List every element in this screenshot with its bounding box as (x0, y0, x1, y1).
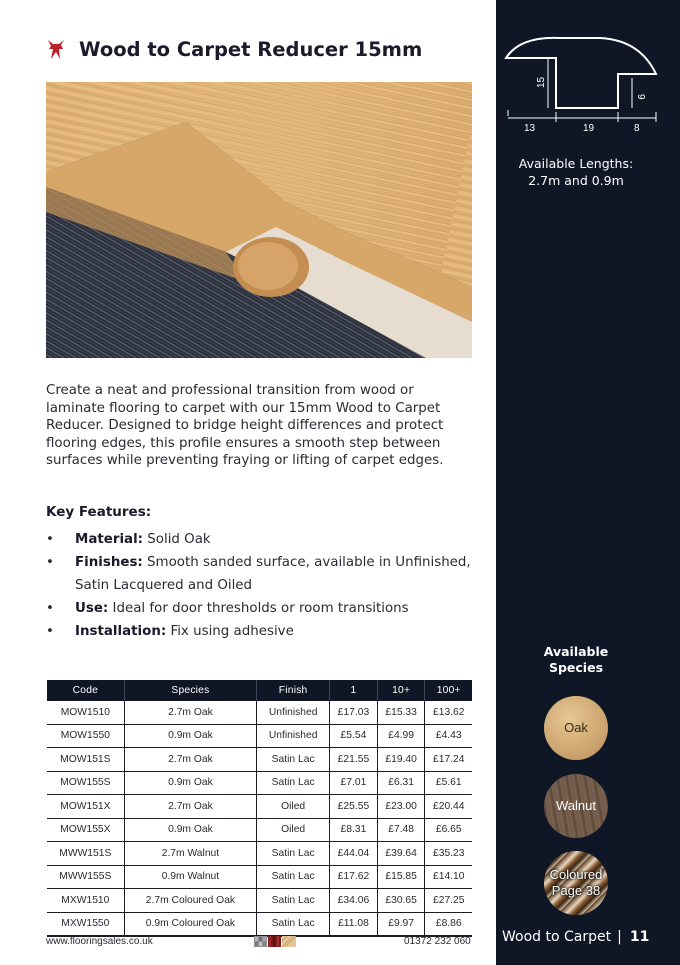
cell-price-10: £15.33 (377, 701, 425, 724)
table-row (47, 771, 472, 795)
cell-price-100: £13.62 (425, 701, 472, 724)
cell-price-1: £5.54 (330, 724, 378, 748)
dim-middle-label: 19 (583, 123, 595, 134)
cell-species: 2.7m Oak (124, 748, 257, 772)
cell-species: 0.9m Oak (124, 724, 257, 748)
table-row (47, 795, 472, 819)
cell-price-100: £4.43 (425, 724, 472, 748)
cell-price-1: £44.04 (330, 842, 378, 866)
profile-diagram (500, 30, 676, 140)
footer-section (502, 929, 649, 945)
feature-label: Installation: (75, 624, 167, 639)
available-species-label: Available Species (543, 644, 609, 675)
feature-text: Solid Oak (143, 532, 211, 547)
table-row (47, 842, 472, 866)
col-header-finish: Finish (257, 680, 330, 701)
species-oak-swatch (544, 696, 608, 760)
table-row (47, 818, 472, 842)
cell-price-100: £17.24 (425, 748, 472, 772)
cell-code: MOW1510 (47, 701, 124, 724)
table-row (47, 912, 472, 936)
cell-price-10: £9.97 (377, 912, 425, 936)
col-header-species: Species (124, 680, 257, 701)
cell-finish: Satin Lac (257, 889, 330, 913)
cell-code: MWW155S (47, 865, 124, 889)
feature-item (46, 597, 486, 620)
product-photo (46, 82, 472, 358)
bullet-icon: • (46, 624, 54, 639)
table-row (47, 748, 472, 772)
cell-price-1: £17.62 (330, 865, 378, 889)
feature-label: Finishes: (75, 555, 143, 570)
key-features-list (46, 528, 486, 643)
feature-text: Smooth sanded surface, available in Unfinished, Satin Lacquered and Oiled (75, 555, 471, 593)
dim-right-label: 8 (634, 123, 640, 134)
cell-finish: Satin Lac (257, 842, 330, 866)
species-coloured-swatch (544, 851, 608, 915)
cell-price-10: £6.31 (377, 771, 425, 795)
cell-price-100: £35.23 (425, 842, 472, 866)
cell-species: 0.9m Oak (124, 818, 257, 842)
page-number: 11 (629, 929, 650, 945)
cell-species: 0.9m Walnut (124, 865, 257, 889)
feature-label: Use: (75, 601, 109, 616)
available-lengths-title: Available Lengths: (518, 156, 634, 171)
cell-species: 2.7m Oak (124, 701, 257, 724)
bullet-icon: • (46, 532, 54, 547)
cell-price-100: £5.61 (425, 771, 472, 795)
key-features-heading: Key Features: (46, 504, 152, 520)
page-title: Wood to Carpet Reducer 15mm (79, 38, 423, 61)
cell-code: MOW151X (47, 795, 124, 819)
bullet-icon: • (46, 601, 54, 616)
cell-code: MOW1550 (47, 724, 124, 748)
cell-finish: Satin Lac (257, 865, 330, 889)
table-row (47, 724, 472, 748)
cell-species: 2.7m Coloured Oak (124, 889, 257, 913)
footer-section-name: Wood to Carpet (502, 929, 612, 945)
table-row (47, 701, 472, 724)
cell-code: MOW155S (47, 771, 124, 795)
cell-price-1: £7.01 (330, 771, 378, 795)
cell-price-100: £8.86 (425, 912, 472, 936)
dim-left-label: 13 (524, 123, 536, 134)
col-header-qty-10: 10+ (377, 680, 425, 701)
feature-item (46, 620, 486, 643)
bullet-icon: • (46, 555, 54, 570)
feature-item (46, 551, 486, 597)
cell-price-1: £34.06 (330, 889, 378, 913)
col-header-code: Code (47, 680, 124, 701)
cell-price-10: £30.65 (377, 889, 425, 913)
available-species-title (500, 644, 652, 676)
col-header-qty-1: 1 (330, 680, 378, 701)
price-table-header (47, 680, 472, 701)
product-description: Create a neat and professional transition from wood or laminate flooring to carpet with our 15mm Wood to Carpet Reducer. Designed to bridge height differences and protect flooring edges, this profile ensures a smooth step between surfaces while preventing fraying or lifting of carpet edges. (46, 383, 444, 469)
available-lengths-value: 2.7m and 0.9m (528, 173, 624, 188)
cell-species: 2.7m Oak (124, 795, 257, 819)
species-label: Oak (564, 720, 588, 735)
cell-price-10: £15.85 (377, 865, 425, 889)
cell-price-1: £25.55 (330, 795, 378, 819)
cell-code: MXW1510 (47, 889, 124, 913)
cell-species: 0.9m Oak (124, 771, 257, 795)
cell-price-100: £14.10 (425, 865, 472, 889)
cell-finish: Unfinished (257, 701, 330, 724)
cell-code: MOW155X (47, 818, 124, 842)
species-walnut-swatch (544, 774, 608, 838)
cell-finish: Satin Lac (257, 748, 330, 772)
cell-price-100: £27.25 (425, 889, 472, 913)
table-row (47, 889, 472, 913)
col-header-qty-100: 100+ (425, 680, 472, 701)
cell-price-10: £19.40 (377, 748, 425, 772)
cell-price-1: £17.03 (330, 701, 378, 724)
cell-code: MWW151S (47, 842, 124, 866)
feature-text: Ideal for door thresholds or room transitions (108, 601, 409, 616)
cell-price-10: £23.00 (377, 795, 425, 819)
cell-price-10: £4.99 (377, 724, 425, 748)
species-label: Walnut (556, 798, 596, 813)
cell-species: 2.7m Walnut (124, 842, 257, 866)
feature-text: Fix using adhesive (166, 624, 294, 639)
species-label: Coloured Page 38 (549, 867, 603, 898)
cell-species: 0.9m Coloured Oak (124, 912, 257, 936)
dim-height-label: 15 (536, 76, 547, 88)
cell-finish: Oiled (257, 795, 330, 819)
footer-phone: 01372 232 060 (404, 936, 471, 947)
feature-label: Material: (75, 532, 144, 547)
feature-item (46, 528, 486, 551)
cell-code: MOW151S (47, 748, 124, 772)
price-table (47, 680, 472, 937)
cell-price-1: £21.55 (330, 748, 378, 772)
dim-step-label: 9 (635, 94, 646, 100)
available-lengths (500, 155, 652, 189)
cell-price-100: £6.65 (425, 818, 472, 842)
cell-code: MXW1550 (47, 912, 124, 936)
cell-price-10: £7.48 (377, 818, 425, 842)
cell-price-1: £11.08 (330, 912, 378, 936)
cell-finish: Unfinished (257, 724, 330, 748)
table-row (47, 865, 472, 889)
cell-finish: Oiled (257, 818, 330, 842)
footer-separator: | (617, 929, 622, 945)
footer-website: www.flooringsales.co.uk (46, 936, 153, 947)
bull-logo-icon (45, 37, 67, 61)
flooring-swatches-icon (254, 936, 296, 947)
cell-price-100: £20.44 (425, 795, 472, 819)
cell-finish: Satin Lac (257, 912, 330, 936)
cell-finish: Satin Lac (257, 771, 330, 795)
cell-price-1: £8.31 (330, 818, 378, 842)
cell-price-10: £39.64 (377, 842, 425, 866)
